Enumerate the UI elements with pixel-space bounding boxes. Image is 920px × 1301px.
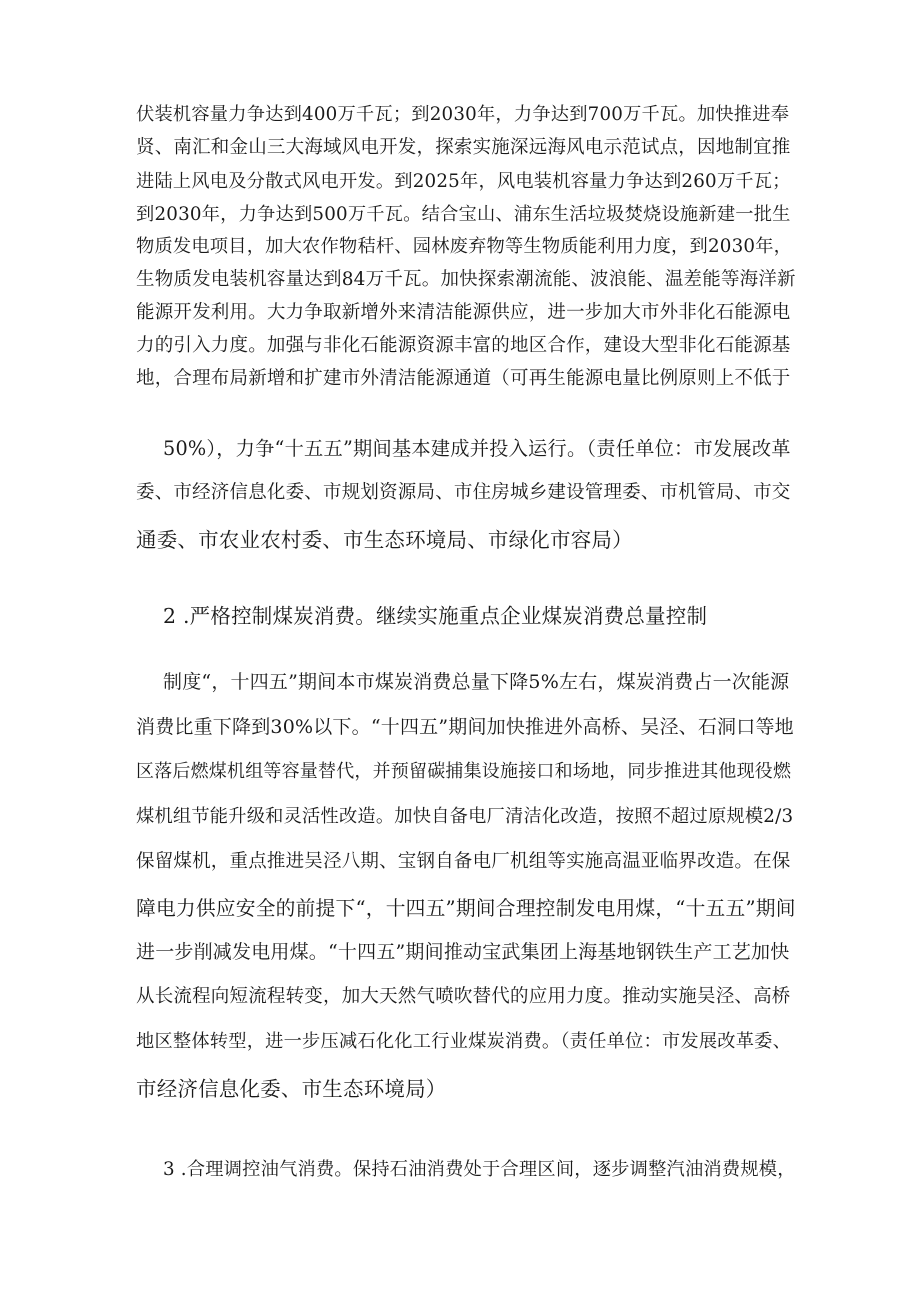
- text-line: 物质发电项目，加大农作物秸杆、园林废弃物等生物质能利用力度，到2030年，: [136, 236, 793, 257]
- text-line: 地，合理布局新增和扩建市外清洁能源通道（可再生能源电量比例原则上不低于: [136, 368, 791, 389]
- text-line: 力的引入力度。加强与非化石能源资源丰富的地区合作，建设大型非化石能源基: [136, 335, 791, 356]
- text-line: 到2030年，力争达到500万千瓦。结合宝山、浦东生活垃圾焚烧设施新建一批生: [136, 204, 791, 225]
- text-line: 消费比重下降到30%以下。“十四五”期间加快推进外高桥、吴泾、石洞口等地: [136, 716, 794, 738]
- text-line: 保留煤机，重点推进吴泾八期、宝钢自备电厂机组等实施高温亚临界改造。在保: [136, 851, 791, 872]
- text-line: 进陆上风电及分散式风电开发。到2025年，风电装机容量力争达到260万千瓦；: [136, 171, 791, 192]
- text-line: 伏装机容量力争达到400万千瓦；到2030年，力争达到700万千瓦。加快推进奉: [136, 104, 790, 125]
- text-line: 50%），力争“十五五”期间基本建成并投入运行。（责任单位：市发展改革: [163, 437, 791, 460]
- text-line: 市经济信息化委、市生态环境局）: [136, 1077, 447, 1101]
- text-line: 能源开发利用。大力争取新增外来清洁能源供应，进一步加大市外非化石能源电: [136, 302, 791, 323]
- text-line: 通委、市农业农村委、市生态环境局、市绿化市容局）: [136, 528, 633, 552]
- section-heading-2: 2 .严格控制煤炭消费。继续实施重点企业煤炭消费总量控制: [163, 604, 708, 628]
- text-line: 贤、南汇和金山三大海域风电开发，探索实施深远海风电示范试点，因地制宜推: [136, 137, 791, 158]
- text-line: 从长流程向短流程转变，加大天然气喷吹替代的应用力度。推动实施吴泾、高桥: [136, 986, 791, 1007]
- text-line: 地区整体转型，进一步压减石化化工行业煤炭消费。（责任单位：市发展改革委、: [136, 1031, 792, 1052]
- text-line: 制度“，十四五”期间本市煤炭消费总量下降5%左右，煤炭消费占一次能源: [163, 671, 790, 693]
- text-line: 委、市经济信息化委、市规划资源局、市住房城乡建设管理委、市机管局、市交: [136, 482, 791, 503]
- section-heading-3: 3 .合理调控油气消费。保持石油消费处于合理区间，逐步调整汽油消费规模，: [163, 1159, 796, 1180]
- text-line: 障电力供应安全的前提下“，十四五”期间合理控制发电用煤，“十五五”期间: [136, 897, 796, 920]
- text-line: 进一步削减发电用煤。“十四五”期间推动宝武集团上海基地钢铁生产工艺加快: [136, 941, 790, 963]
- text-line: 煤机组节能升级和灵活性改造。加快自备电厂清洁化改造，按照不超过原规模2/3: [136, 806, 794, 827]
- text-line: 区落后燃煤机组等容量替代，并预留碳捕集设施接口和场地，同步推进其他现役燃: [136, 761, 792, 782]
- text-line: 生物质发电装机容量达到84万千瓦。加快探索潮流能、波浪能、温差能等海洋新: [136, 269, 796, 290]
